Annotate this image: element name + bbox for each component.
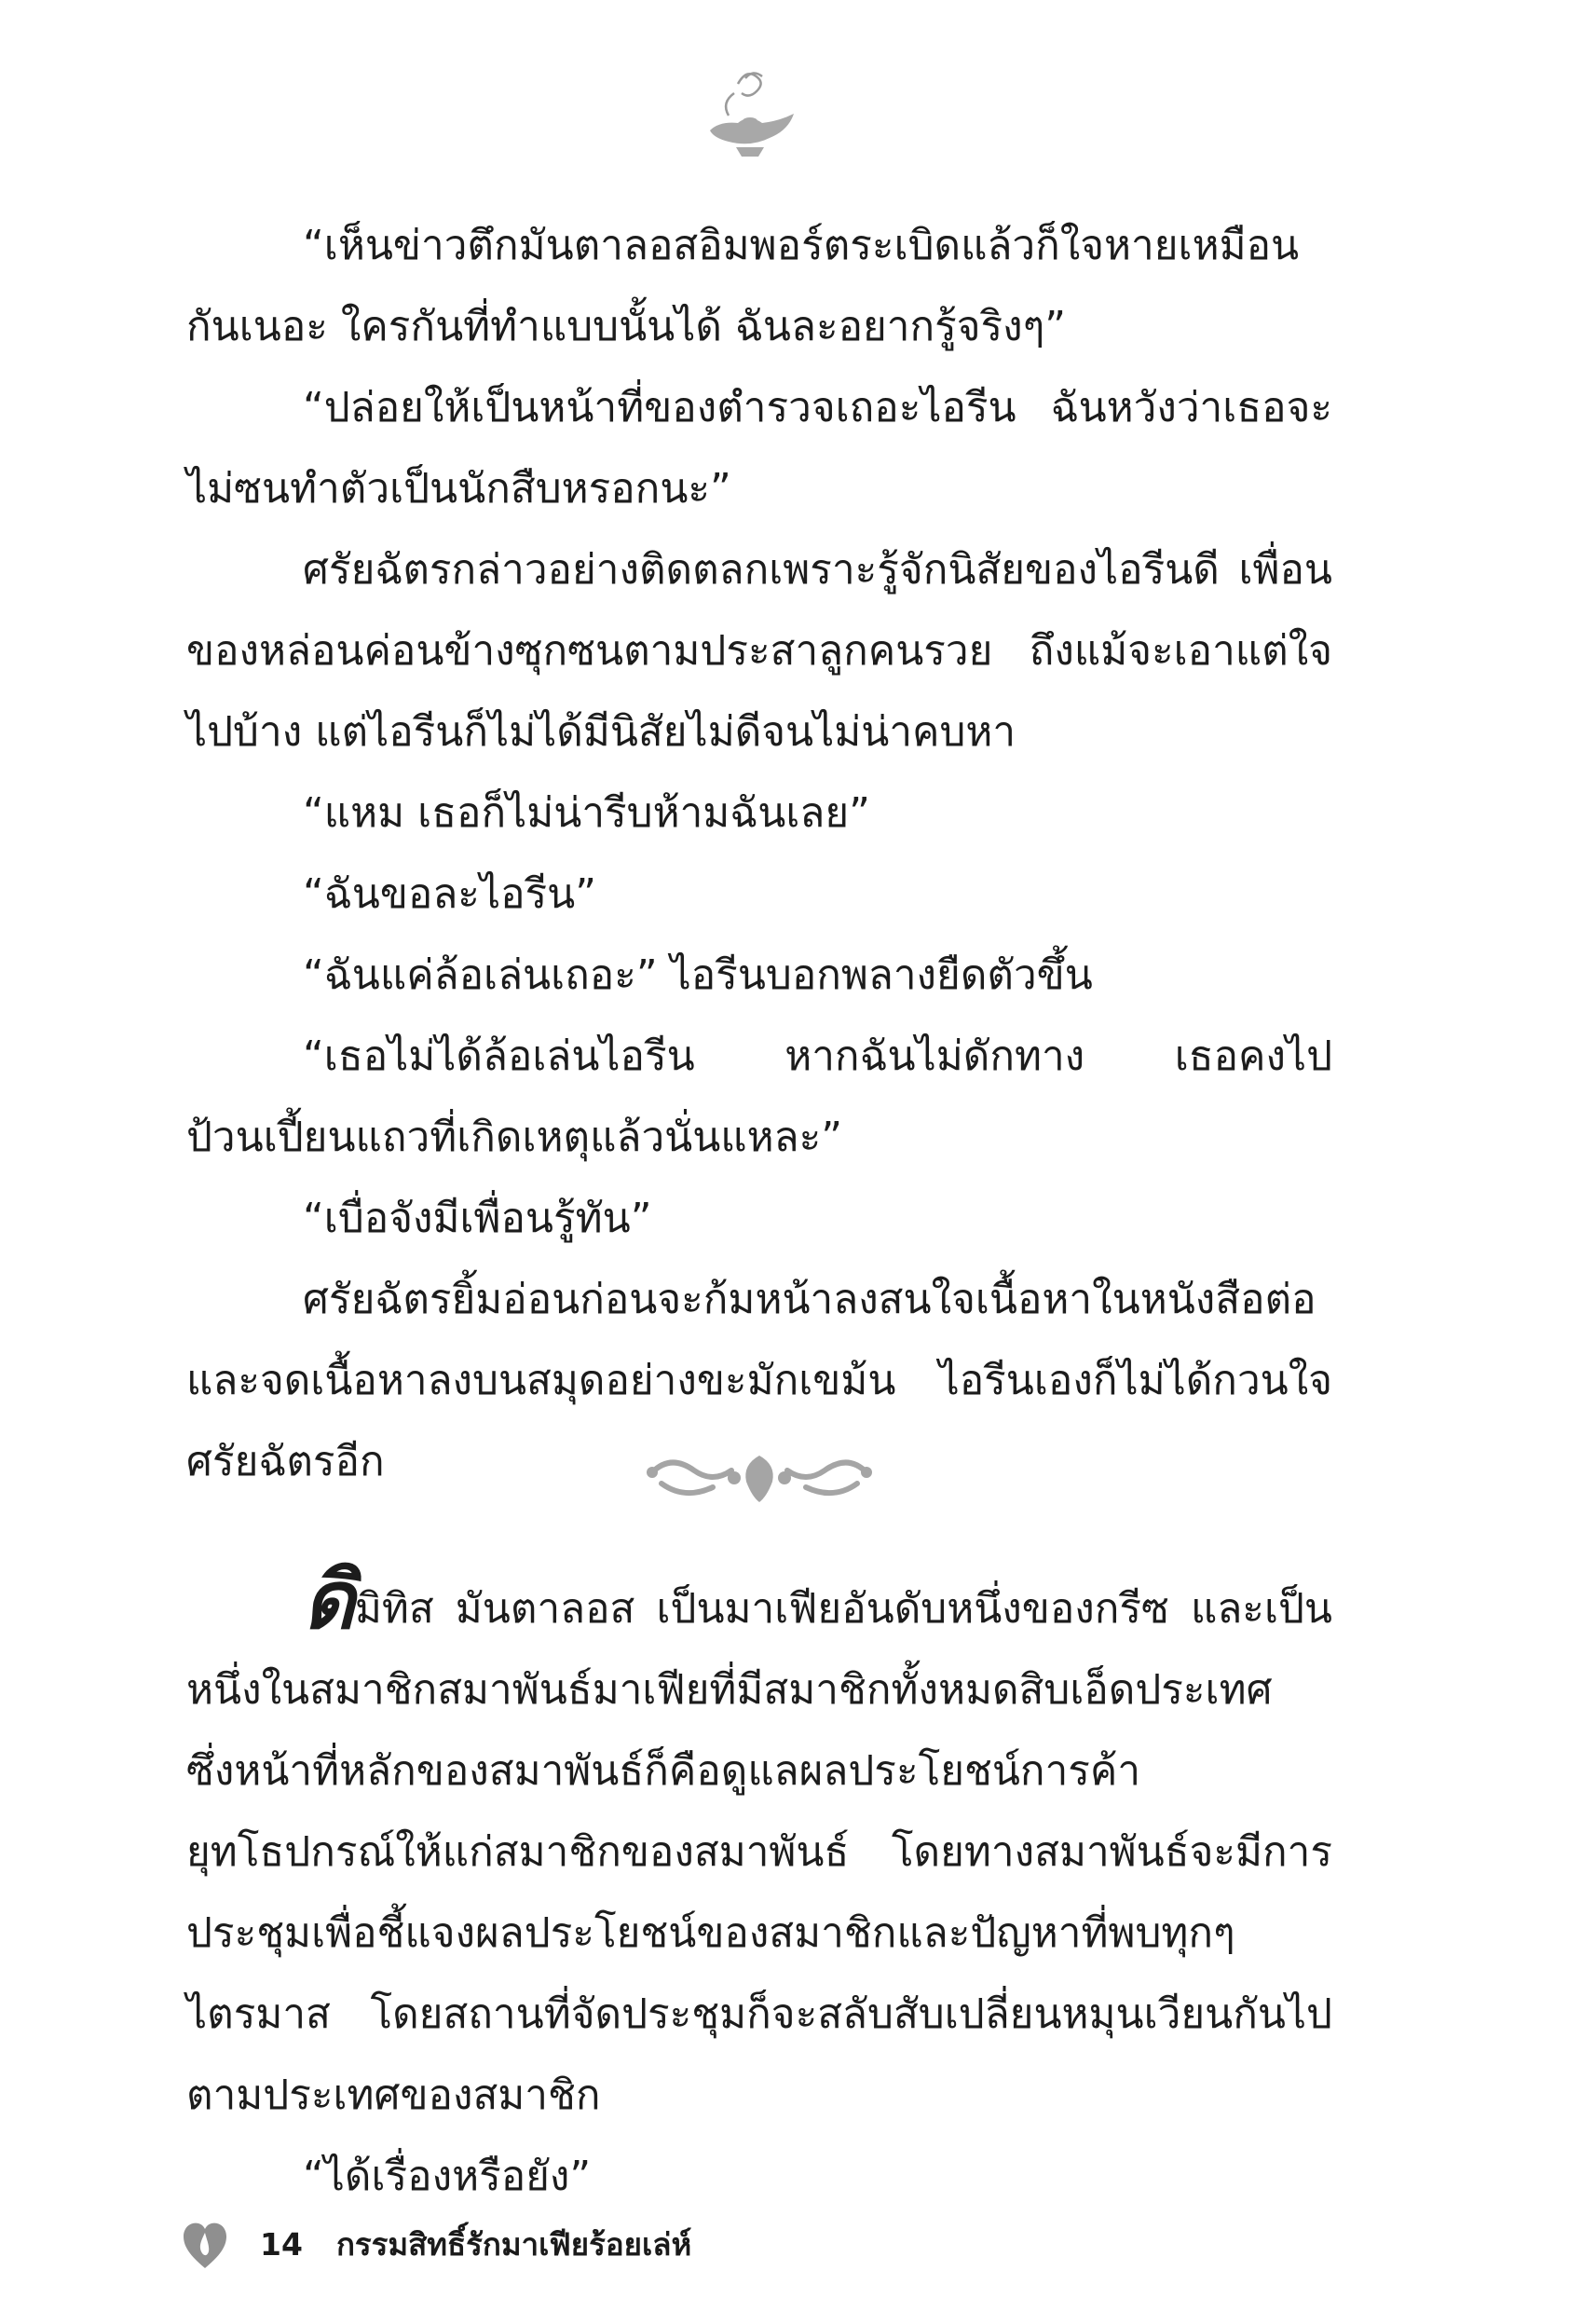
paragraph: “เห็นข่าวตึกมันตาลอสอิมพอร์ตระเบิดแล้วก็ใจหายเหมือนกันเนอะ ใครกันที่ทำแบบนั้นได้ ฉันละอยากรู้จริงๆ” bbox=[186, 222, 1300, 350]
page-footer bbox=[182, 2216, 691, 2272]
heart-drop-icon bbox=[182, 2218, 228, 2270]
paragraph: “ฉันขอละไอรีน” bbox=[303, 870, 597, 918]
paragraph: ศรัยฉัตรยิ้มอ่อนก่อนจะก้มหน้าลงสนใจเนื้อหาในหนังสือต่อและจดเนื้อหาลงบนสมุดอย่างขะมักเขม้น ไอรีนเองก็ไม่ได้กวนใจศรัยฉัตรอีก bbox=[186, 1276, 1332, 1485]
paragraph: “เบื่อจังมีเพื่อนรู้ทัน” bbox=[303, 1195, 652, 1242]
paragraph: “ได้เรื่องหรือยัง” bbox=[303, 2153, 592, 2200]
drop-cap: ดิ bbox=[303, 1554, 355, 1648]
paragraph: ศรัยฉัตรกล่าวอย่างติดตลกเพราะรู้จักนิสัยของไอรีนดี เพื่อนของหล่อนค่อนข้างซุกซนตามประสาลูกคนรวย ถึงแม้จะเอาแต่ใจไปบ้าง แต่ไอรีนก็ไม่ได้มีนิสัยไม่ดีจนไม่น่าคบหา bbox=[186, 546, 1332, 756]
text-block-top bbox=[186, 205, 1332, 1502]
paragraph-text: มิทิส มันตาลอส เป็นมาเฟียอันดับหนึ่งของกรีซ และเป็นหนึ่งในสมาชิกสมาพันธ์มาเฟียที่มีสมาชิกทั้งหมดสิบเอ็ดประเทศ ซึ่งหน้าที่หลักของสมาพันธ์ก็คือดูแลผลประโยชน์การค้ายุทโธปกรณ์ให้แก่สมาชิกของสมาพันธ์ โดยทางสมาพันธ์จะมีการประชุมเพื่อชี้แจงผลประโยชน์ของสมาชิกและปัญหาที่พบทุกๆ ไตรมาส โดยสถานที่จัดประชุมก็จะสลับสับเปลี่ยนหมุนเวียนกันไปตามประเทศของสมาชิก bbox=[186, 1585, 1332, 2119]
paragraph: “ฉันแค่ล้อเล่นเถอะ” ไอรีนบอกพลางยืดตัวขึ้น bbox=[303, 951, 1093, 999]
genie-lamp-icon bbox=[689, 65, 811, 168]
paragraph: “แหม เธอก็ไม่น่ารีบห้ามฉันเลย” bbox=[303, 789, 870, 837]
text-block-bottom bbox=[186, 1554, 1332, 2217]
page-number: 14 bbox=[260, 2225, 303, 2263]
paragraph: “ปล่อยให้เป็นหน้าที่ของตำรวจเถอะไอรีน ฉันหวังว่าเธอจะไม่ซนทำตัวเป็นนักสืบหรอกนะ” bbox=[186, 384, 1332, 513]
paragraph: “เธอไม่ได้ล้อเล่นไอรีน หากฉันไม่ดักทาง เธอคงไปป้วนเปี้ยนแถวที่เกิดเหตุแล้วนั่นแหละ” bbox=[186, 1032, 1332, 1161]
book-title: กรรมสิทธิ์รักมาเฟียร้อยเล่ห์ bbox=[335, 2225, 692, 2263]
paragraph-dropcap bbox=[186, 1554, 1332, 2136]
flourish-divider-icon bbox=[634, 1435, 885, 1519]
